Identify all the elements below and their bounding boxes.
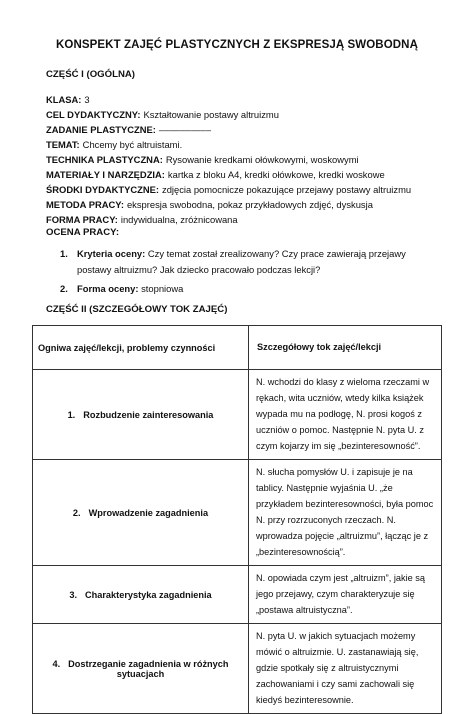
- field-value: kartka z bloku A4, kredki ołówkowe, kredki woskowe: [167, 169, 385, 180]
- field-cel-dydaktyczny: [46, 109, 279, 120]
- stage-number: 3.: [69, 589, 77, 600]
- field-materialy-i-narzedzia: [46, 169, 385, 180]
- item-value: Czy temat został zrealizowany? Czy prace zawierają przejawy postawy altruizmu? Jak dziecko pracowało podczas lekcji?: [77, 248, 406, 275]
- field-value: ekspresja swobodna, pokaz przykładowych zdjęć, dyskusja: [126, 199, 373, 210]
- field-temat: [46, 139, 182, 150]
- field-zadanie-plastyczne: [46, 124, 211, 135]
- stage-number: 2.: [72, 507, 81, 518]
- item-value: stopniowa: [141, 283, 184, 294]
- field-label: CEL DYDAKTYCZNY:: [46, 109, 141, 120]
- table-header-row: [33, 326, 442, 370]
- field-technika-plastyczna: [46, 154, 359, 165]
- document-title: KONSPEKT ZAJĘĆ PLASTYCZNYCH Z EKSPRESJĄ SWOBODNĄ: [56, 39, 418, 51]
- stage-name: Wprowadzenie zagadnienia: [88, 507, 209, 518]
- detail-cell: N. opowiada czym jest „altruizm”, jakie są jego przejawy, czym charakteryzuje się „postawa altruistyczna”.: [249, 566, 442, 624]
- field-label: TECHNIKA PLASTYCZNA:: [46, 154, 163, 165]
- field-value: ––––––––––: [158, 124, 212, 135]
- lesson-plan-table: [32, 325, 442, 714]
- part1-heading: CZĘŚĆ I (OGÓLNA): [46, 69, 136, 80]
- field-forma-pracy: [46, 214, 238, 225]
- part2-heading: CZĘŚĆ II (SZCZEGÓŁOWY TOK ZAJĘĆ): [46, 304, 228, 315]
- field-value: Rysowanie kredkami ołówkowymi, woskowymi: [165, 154, 359, 165]
- field-metoda-pracy: [46, 199, 373, 210]
- stage-cell: [33, 460, 249, 566]
- field-srodki-dydaktyczne: [46, 184, 411, 195]
- stage-name: Rozbudzenie zainteresowania: [83, 409, 214, 420]
- column-header-stages: Ogniwa zajęć/lekcji, problemy czynności: [33, 326, 249, 370]
- detail-cell: N. słucha pomysłów U. i zapisuje je na tablicy. Następnie wyjaśnia U. „że przykładem bezinteresowności, była pomoc N. przy rozrzuconych rzeczach. N. wprowadza pojęcie „altruizmu”, łącząc je z „bezinteresownością”.: [249, 460, 442, 566]
- ocena-item-kryteria: [60, 246, 430, 278]
- field-value: zdjęcia pomocnicze pokazujące przejawy postawy altruizmu: [162, 184, 412, 195]
- field-value: Kształtowanie postawy altruizmu: [143, 109, 279, 120]
- field-label: MATERIAŁY I NARZĘDZIA:: [46, 169, 165, 180]
- stage-number: 4.: [52, 658, 61, 669]
- column-header-details: Szczegółowy tok zajęć/lekcji: [249, 326, 442, 370]
- stage-cell: [33, 566, 249, 624]
- field-klasa: [46, 94, 90, 105]
- item-number: 2.: [60, 283, 68, 294]
- stage-number: 1.: [67, 409, 76, 420]
- field-value: Chcemy być altruistami.: [82, 139, 183, 150]
- field-label: FORMA PRACY:: [46, 214, 118, 225]
- table-row: [33, 460, 442, 566]
- stage-name: Dostrzeganie zagadnienia w różnych sytuacjach: [68, 658, 229, 679]
- field-label: KLASA:: [46, 94, 82, 105]
- field-value: 3: [84, 94, 90, 105]
- item-number: 1.: [60, 248, 68, 259]
- item-label: Kryteria oceny:: [77, 248, 146, 259]
- field-label: ZADANIE PLASTYCZNE:: [46, 124, 156, 135]
- item-label: Forma oceny:: [77, 283, 139, 294]
- ocena-item-forma: [60, 281, 430, 297]
- field-label: ŚRODKI DYDAKTYCZNE:: [46, 184, 160, 195]
- ocena-heading: OCENA PRACY:: [46, 227, 120, 238]
- table-row: [33, 370, 442, 460]
- stage-cell: [33, 370, 249, 460]
- field-label: METODA PRACY:: [46, 199, 124, 210]
- table-row: [33, 566, 442, 624]
- detail-cell: N. wchodzi do klasy z wieloma rzeczami w rękach, wita uczniów, wtedy kilka książek wypada mu na podłogę, N. prosi kogoś z uczniów o pomoc. Następnie N. pyta U. z czym kojarzy im się „bezinteresowność”.: [249, 370, 442, 460]
- field-value: indywidualna, zróżnicowana: [120, 214, 238, 225]
- detail-cell: N. pyta U. w jakich sytuacjach możemy mówić o altruizmie. U. zastanawiają się, gdzie spotkały się z altruistycznymi zachowaniami i czy sami zachowali się kiedyś bezinteresownie.: [249, 624, 442, 714]
- stage-name: Charakterystyka zagadnienia: [85, 589, 212, 600]
- field-label: TEMAT:: [46, 139, 80, 150]
